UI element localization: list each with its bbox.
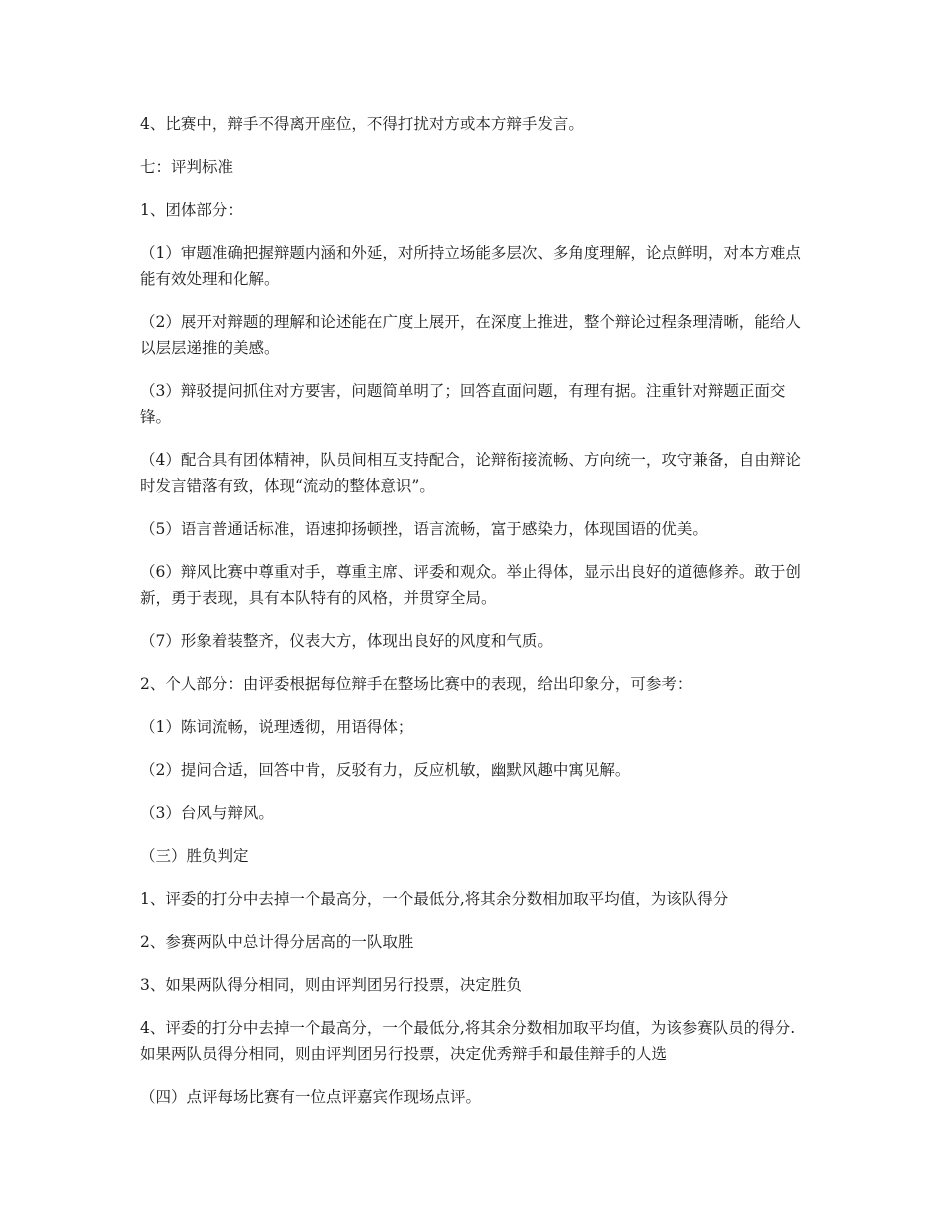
heading-team-section: 1、团体部分： (140, 201, 243, 219)
paragraph-individual-criterion-3: （3）台风与辩风。 (140, 804, 274, 822)
paragraph-scoring-rule-3: 3、如果两队得分相同，则由评判团另行投票，决定胜负 (140, 976, 522, 994)
paragraph-commentary: （四）点评每场比赛有一位点评嘉宾作现场点评。 (140, 1088, 482, 1106)
paragraph-individual-criterion-2: （2）提问合适，回答中肯，反驳有力，反应机敏，幽默风趣中寓见解。 (140, 761, 631, 779)
paragraph-team-criterion-7: （7）形象着装整齐，仪表大方，体现出良好的风度和气质。 (140, 632, 553, 650)
paragraph-rule-4-seating: 4、比赛中，辩手不得离开座位，不得打扰对方或本方辩手发言。 (140, 115, 584, 133)
heading-individual-section: 2、个人部分：由评委根据每位辩手在整场比赛中的表现，给出印象分，可参考： (140, 675, 693, 693)
paragraph-team-criterion-2: （2）展开对辩题的理解和论述能在广度上展开，在深度上推进，整个辩论过程条理清晰，能给人以层层递推的美感。 (140, 313, 801, 357)
paragraph-individual-criterion-1: （1）陈词流畅，说理透彻，用语得体； (140, 718, 414, 736)
paragraph-team-criterion-5: （5）语言普通话标准，语速抑扬顿挫，语言流畅，富于感染力，体现国语的优美。 (140, 520, 708, 538)
paragraph-scoring-rule-4: 4、评委的打分中去掉一个最高分，一个最低分,将其余分数相加取平均值，为该参赛队员的得分.如果两队员得分相同，则由评判团另行投票，决定优秀辩手和最佳辩手的人选 (140, 1019, 796, 1063)
paragraph-scoring-rule-2: 2、参赛两队中总计得分居高的一队取胜 (140, 933, 414, 951)
paragraph-team-criterion-6: （6）辩风比赛中尊重对手，尊重主席、评委和观众。举止得体，显示出良好的道德修养。敢于创新，勇于表现，具有本队特有的风格，并贯穿全局。 (140, 563, 801, 607)
paragraph-scoring-rule-1: 1、评委的打分中去掉一个最高分，一个最低分,将其余分数相加取平均值，为该队得分 (140, 890, 729, 908)
paragraph-team-criterion-4: （4）配合具有团体精神，队员间相互支持配合，论辩衔接流畅、方向统一，攻守兼备，自由辩论时发言错落有致，体现“流动的整体意识”。 (140, 451, 801, 495)
document-body (140, 111, 805, 1127)
paragraph-team-criterion-1: （1）审题准确把握辩题内涵和外延，对所持立场能多层次、多角度理解，论点鲜明，对本方难点能有效处理和化解。 (140, 244, 801, 288)
heading-judging-criteria: 七：评判标准 (140, 158, 234, 176)
paragraph-team-criterion-3: （3）辩驳提问抓住对方要害，问题简单明了；回答直面问题，有理有据。注重针对辩题正面交锋。 (140, 382, 786, 426)
heading-win-loss: （三）胜负判定 (140, 847, 249, 865)
